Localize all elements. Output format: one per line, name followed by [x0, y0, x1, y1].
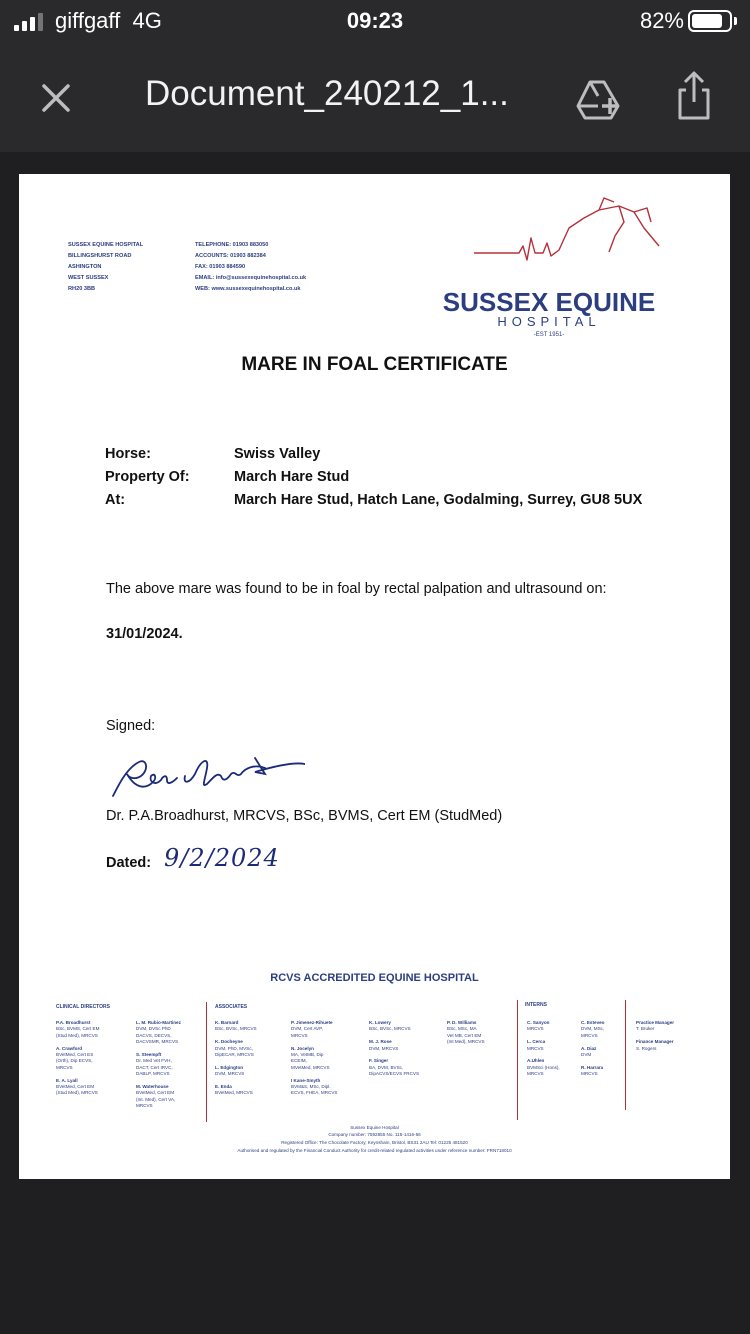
- staff-line: Finance Manager: [636, 1039, 674, 1045]
- close-button[interactable]: [36, 78, 76, 118]
- staff-line: Dr. Med Vet FVH,: [136, 1058, 172, 1064]
- staff-column: [291, 1020, 365, 1097]
- add-to-drive-button[interactable]: [574, 74, 622, 122]
- staff-line: L. Edgington: [215, 1064, 244, 1070]
- staff-line: K. Docheyne: [215, 1039, 243, 1045]
- close-icon: [36, 78, 76, 118]
- staff-line: BVetMed, MRCVS: [215, 1090, 253, 1096]
- staff-line: BVM&S, MSc, Dipl.: [291, 1084, 331, 1090]
- footer-line: Authorised and regulated by the Financial Conduct Authority for credit-related regulated activities under reference number: FRN718010: [237, 1148, 512, 1153]
- contact-line: ACCOUNTS: 01903 882384: [195, 253, 266, 259]
- contact-line: WEB: www.sussexequinehospital.co.uk: [195, 286, 301, 292]
- battery-icon: [688, 10, 738, 32]
- staff-line: A. Crawford: [56, 1045, 83, 1051]
- staff-line: C. Sanyon: [527, 1020, 550, 1025]
- staff-line: DipACVS/ECVS FRCVS: [369, 1071, 420, 1077]
- staff-line: L. Cerca: [527, 1039, 546, 1045]
- staff-line: R. Harrara: [581, 1064, 604, 1070]
- staff-line: I Kane-Smyth: [291, 1077, 321, 1083]
- staff-line: A. Diaz: [581, 1045, 597, 1051]
- staff-line: MRCVS: [527, 1071, 544, 1077]
- staff-line: DipECAR, MRCVS: [215, 1052, 254, 1058]
- staff-line: C. Esteveo: [581, 1020, 605, 1025]
- certificate-statement: The above mare was found to be in foal by rectal palpation and ultrasound on:: [106, 581, 607, 597]
- field-value-property: March Hare Stud: [234, 469, 350, 485]
- signature-image: [105, 748, 305, 808]
- staff-line: ECVS, FHEA, MRCVS: [291, 1090, 338, 1096]
- staff-line: BSc, BVSc, MRCVS: [215, 1026, 257, 1032]
- heartbeat-horse-icon: [474, 198, 659, 260]
- hospital-logo: [419, 188, 679, 338]
- field-label-horse: Horse:: [105, 446, 151, 462]
- staff-column: [636, 1020, 696, 1052]
- staff-line: BSc, MSc, MA: [447, 1026, 477, 1032]
- staff-line: BVetMed, Cert EM: [56, 1084, 95, 1090]
- signer-name: Dr. P.A.Broadhurst, MRCVS, BSc, BVMS, Cert EM (StudMed): [106, 808, 503, 824]
- contact-line: FAX: 01903 884590: [195, 264, 246, 270]
- staff-line: DACT, Cert IRVC,: [136, 1064, 173, 1070]
- staff-line: (Int. Med), Cert VA,: [136, 1096, 176, 1102]
- staff-column: [56, 1020, 116, 1097]
- examination-date: 31/01/2024.: [106, 626, 183, 642]
- directors-heading: CLINICAL DIRECTORS: [56, 1004, 110, 1010]
- staff-line: F. Singer: [369, 1058, 389, 1064]
- staff-line: BSc, BVSc, MRCVS: [369, 1026, 411, 1032]
- column-divider: [206, 1002, 207, 1122]
- staff-line: P. D. Williams: [447, 1020, 477, 1025]
- staff-line: MVetMed, MRCVS: [291, 1064, 330, 1070]
- staff-line: MRCVS: [581, 1032, 598, 1038]
- staff-line: BVMSci (Hons),: [527, 1064, 560, 1070]
- document-title: Document_240212_1...: [145, 74, 509, 113]
- footer-line: Company number: 7592855 No. 115-1416-56: [328, 1132, 421, 1137]
- status-bar: [0, 0, 750, 44]
- contact-line: TELEPHONE: 01903 883050: [195, 242, 269, 248]
- interns-heading: INTERNS: [525, 1002, 547, 1008]
- dated-label: Dated:: [106, 855, 152, 871]
- share-icon: [672, 68, 716, 124]
- network-type: 4G: [132, 8, 162, 33]
- staff-line: DVM, MSc,: [581, 1026, 605, 1032]
- staff-column: [369, 1020, 443, 1078]
- logo-est: -EST 1951-: [533, 332, 565, 338]
- staff-line: MRCVS: [291, 1032, 308, 1038]
- staff-line: MRCVS: [527, 1045, 544, 1051]
- staff-line: T. Bruker: [636, 1026, 655, 1032]
- staff-line: BVetMed, Cert EM: [136, 1090, 175, 1096]
- staff-line: L. M. Rubio-Martinez: [136, 1020, 181, 1025]
- staff-line: (Stud Med), MRCVS: [56, 1090, 98, 1096]
- share-button[interactable]: [672, 68, 716, 124]
- contact-line: EMAIL: info@sussexequinehospital.co.uk: [195, 275, 307, 281]
- status-time: 09:23: [346, 8, 404, 33]
- staff-line: (Orth), Dip ECVS,: [56, 1058, 93, 1064]
- battery-percentage: 82%: [639, 8, 684, 33]
- staff-line: DVM: [581, 1052, 592, 1058]
- staff-line: M. Waterhouse: [136, 1084, 169, 1090]
- staff-line: E. A. Lyall: [56, 1077, 78, 1083]
- logo-subtitle: HOSPITAL: [497, 314, 601, 329]
- staff-line: S. Steempft: [136, 1052, 162, 1058]
- staff-line: DABLP, MRCVS: [136, 1071, 170, 1077]
- staff-line: DVM, PhD, MVSc,: [215, 1045, 253, 1051]
- viewer-toolbar: [0, 44, 750, 152]
- address-line: ASHINGTON: [68, 264, 102, 270]
- staff-line: (Int Med), MRCVS: [447, 1039, 485, 1045]
- staff-column: [581, 1020, 623, 1078]
- footer-line: Sussex Equine Hospital: [350, 1125, 399, 1130]
- field-label-location: At:: [105, 492, 126, 508]
- address-line: WEST SUSSEX: [68, 275, 109, 281]
- add-to-drive-icon: [574, 74, 622, 122]
- logo-name: SUSSEX EQUINE: [442, 287, 656, 317]
- staff-line: M. J. Rose: [369, 1039, 392, 1045]
- column-divider: [517, 1000, 518, 1120]
- staff-line: MRCVS: [527, 1026, 544, 1032]
- staff-line: (Stud Med), MRCVS: [56, 1032, 98, 1038]
- carrier-label: giffgaff 4G: [55, 8, 162, 33]
- staff-line: N. Jocelyn: [291, 1045, 314, 1051]
- staff-line: MRCVS: [136, 1103, 153, 1109]
- staff-column: [527, 1020, 573, 1078]
- field-label-property: Property Of:: [105, 469, 190, 485]
- hospital-contacts: [195, 240, 385, 295]
- field-value-location: March Hare Stud, Hatch Lane, Godalming, Surrey, GU8 5UX: [234, 492, 643, 508]
- staff-line: ECEIM,: [291, 1058, 307, 1064]
- staff-column: [136, 1020, 204, 1110]
- field-value-horse: Swiss Valley: [234, 446, 321, 462]
- footer-line: Registered Office: The Chocolate Factory, Keynsham, Bristol, BS31 2AU Tel: 01225 481520: [281, 1140, 468, 1145]
- staff-line: K. Barnard: [215, 1020, 239, 1025]
- certificate-title: MARE IN FOAL CERTIFICATE: [241, 354, 508, 375]
- document-page[interactable]: [19, 174, 730, 1179]
- handwritten-date: 9/2/2024: [164, 844, 280, 872]
- associates-heading: ASSOCIATES: [215, 1004, 248, 1010]
- staff-line: Vet MB, Cert EM: [447, 1032, 482, 1038]
- staff-line: MA, VetMB, Dip: [291, 1052, 324, 1058]
- address-line: BILLINGSHURST ROAD: [68, 253, 132, 259]
- staff-line: DVM, MRCVS: [215, 1071, 245, 1077]
- address-line: SUSSEX EQUINE HOSPITAL: [68, 242, 144, 248]
- staff-line: MRCVS: [56, 1064, 73, 1070]
- staff-line: DVM, DVSc PhD: [136, 1026, 171, 1032]
- staff-line: BVetMed, Cert ES: [56, 1052, 94, 1058]
- staff-line: K. Lowery: [369, 1020, 391, 1025]
- signed-label: Signed:: [106, 718, 156, 734]
- staff-line: P.A. Broadhurst: [56, 1020, 91, 1025]
- staff-line: E. Enda: [215, 1084, 232, 1090]
- staff-line: DVM, MRCVS: [369, 1045, 399, 1051]
- hospital-address: [68, 240, 183, 295]
- staff-line: BA, DVM, BVSc,: [369, 1064, 404, 1070]
- staff-line: DVM, Cert AVP,: [291, 1026, 323, 1032]
- staff-line: P. Jimenez-Rihuete: [291, 1020, 333, 1025]
- staff-column: [447, 1020, 513, 1046]
- staff-line: DACVSMR, MRCVS: [136, 1039, 179, 1045]
- staff-line: A.Uhlen: [527, 1058, 545, 1064]
- column-divider: [625, 1000, 626, 1110]
- staff-line: MRCVS: [581, 1071, 598, 1077]
- staff-line: DACVS, DECVS,: [136, 1032, 172, 1038]
- address-line: RH20 3BB: [68, 286, 96, 292]
- staff-line: BSc, BVMS, Cert EM: [56, 1026, 100, 1032]
- staff-column: [215, 1020, 285, 1097]
- accreditation-banner: RCVS ACCREDITED EQUINE HOSPITAL: [270, 972, 479, 984]
- staff-line: Practice Manager: [636, 1020, 675, 1025]
- staff-line: S. Rogers: [636, 1045, 657, 1051]
